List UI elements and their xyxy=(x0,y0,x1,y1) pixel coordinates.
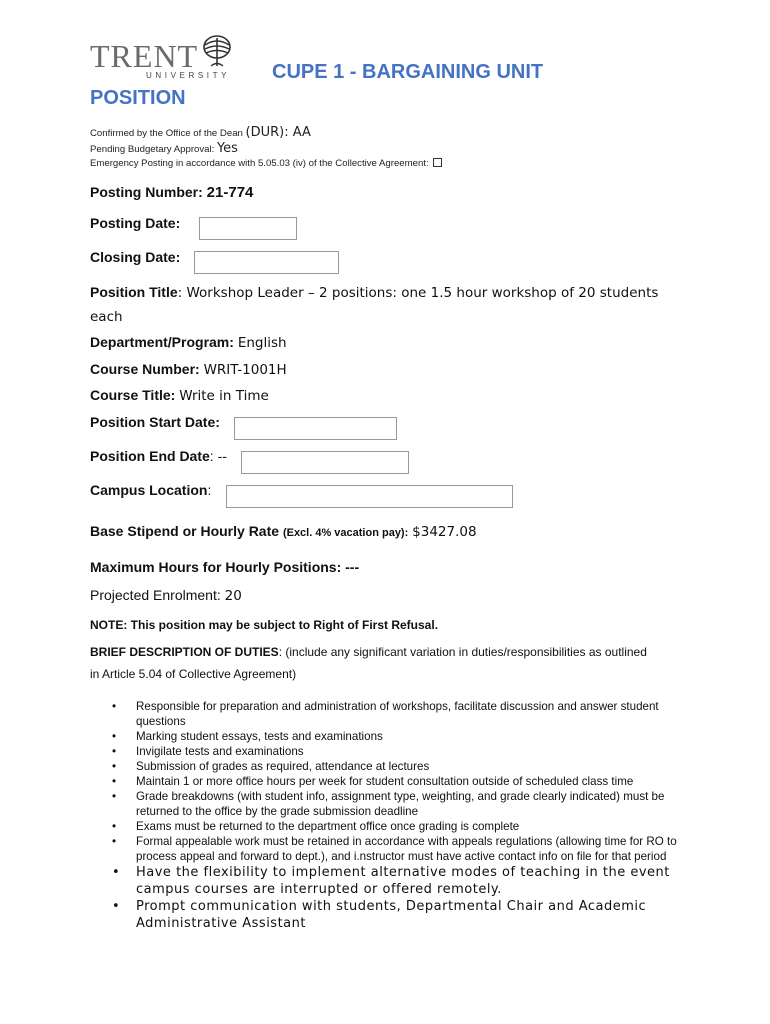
confirmed-value: (DUR): AA xyxy=(245,125,311,140)
max-hours-row xyxy=(90,559,359,575)
end-date-label: Position End Date xyxy=(90,448,210,464)
confirmed-label: Confirmed by the Office of the Dean xyxy=(90,128,243,139)
course-title-row xyxy=(90,387,269,404)
course-title-label: Course Title: xyxy=(90,387,176,403)
duty-item: • Grade breakdowns (with student info, assignment type, weighting, and grade clearly indicated) must be returned to the office by the grade submission deadline xyxy=(112,790,665,818)
closing-date-label: Closing Date: xyxy=(90,249,181,265)
campus-label: Campus Location xyxy=(90,482,208,498)
duty-item: • Invigilate tests and examinations xyxy=(112,745,304,758)
closing-date-field[interactable] xyxy=(194,251,339,274)
bullet-icon: • xyxy=(112,760,117,773)
duty-item: • Formal appealable work must be retained in accordance with appeals regulations (allowing time for RO to process appeal and forward to dept.), and i.nstructor must have active contact info on file for that period xyxy=(112,835,677,863)
emergency-label: Emergency Posting in accordance with 5.05.03 (iv) of the Collective Agreement: xyxy=(90,158,429,169)
trent-university-logo xyxy=(90,34,240,84)
course-number-label: Course Number: xyxy=(90,361,200,377)
bullet-icon: • xyxy=(112,835,117,848)
posting-date-label: Posting Date: xyxy=(90,215,181,231)
document-title-line1: CUPE 1 - BARGAINING UNIT xyxy=(272,61,544,83)
tree-crest-icon xyxy=(202,34,232,68)
pending-label: Pending Budgetary Approval: xyxy=(90,144,215,155)
start-date-field[interactable] xyxy=(234,417,397,440)
brief-description-line-2 xyxy=(90,667,296,681)
max-hours-label: Maximum Hours for Hourly Positions: xyxy=(90,559,342,575)
posting-date-row xyxy=(90,215,180,231)
pending-line xyxy=(90,141,238,156)
position-title-value-2: each xyxy=(90,309,123,325)
duty-item: • Prompt communication with students, Departmental Chair and Academic Administrative Assistant xyxy=(112,899,647,931)
brief-description-text: : (include any significant variation in duties/responsibilities as outlined xyxy=(278,645,647,659)
bullet-icon: • xyxy=(112,790,117,803)
duty-item: • Submission of grades as required, attendance at lectures xyxy=(112,760,430,773)
bullet-icon: • xyxy=(112,700,117,713)
course-number-value: WRIT-1001H xyxy=(203,362,287,378)
enrolment-row xyxy=(90,587,242,604)
duty-item: • Maintain 1 or more office hours per week for student consultation outside of scheduled class time xyxy=(112,775,634,788)
enrolment-value: 20 xyxy=(224,588,242,604)
bullet-icon: • xyxy=(112,745,117,758)
duty-item: • Marking student essays, tests and examinations xyxy=(112,730,383,743)
start-date-row xyxy=(90,414,220,430)
stipend-value: $3427.08 xyxy=(412,524,477,540)
stipend-label: Base Stipend or Hourly Rate xyxy=(90,523,280,539)
duty-item: • Exams must be returned to the department office once grading is complete xyxy=(112,820,520,833)
brief-description-label: BRIEF DESCRIPTION OF DUTIES xyxy=(90,645,279,659)
campus-field[interactable] xyxy=(226,485,513,508)
bullet-icon: • xyxy=(112,865,121,880)
posting-date-field[interactable] xyxy=(199,217,297,240)
emergency-line xyxy=(90,158,442,169)
course-number-row xyxy=(90,361,287,378)
posting-number-value: 21-774 xyxy=(206,184,254,201)
start-date-label: Position Start Date: xyxy=(90,414,220,430)
logo-wordmark: TRENT xyxy=(90,38,199,74)
position-title-row-2 xyxy=(90,308,123,325)
end-date-value: : -- xyxy=(209,448,227,464)
stipend-row xyxy=(90,523,477,540)
department-label: Department/Program: xyxy=(90,334,234,350)
department-row xyxy=(90,334,287,351)
duty-item: • Have the flexibility to implement alternative modes of teaching in the event campus courses are interrupted or offered remotely. xyxy=(112,865,670,897)
logo-subtitle: UNIVERSITY xyxy=(146,71,231,80)
stipend-note: (Excl. 4% vacation pay): xyxy=(282,527,409,539)
end-date-field[interactable] xyxy=(241,451,409,474)
posting-number-row xyxy=(90,184,253,201)
campus-value: : xyxy=(207,482,212,498)
enrolment-label: Projected Enrolment: xyxy=(90,587,221,603)
brief-description-line xyxy=(90,645,647,659)
position-title-label: Position Title xyxy=(90,284,178,300)
course-title-value: Write in Time xyxy=(179,388,269,404)
emergency-checkbox[interactable] xyxy=(433,158,442,167)
pending-value: Yes xyxy=(216,141,238,156)
posting-number-label: Posting Number: xyxy=(90,184,203,200)
bullet-icon: • xyxy=(112,730,117,743)
closing-date-row xyxy=(90,249,180,265)
position-title-row xyxy=(90,284,658,301)
duties-list xyxy=(90,699,690,932)
bullet-icon: • xyxy=(112,775,117,788)
confirmed-line xyxy=(90,125,311,140)
bullet-icon: • xyxy=(112,899,121,914)
department-value: English xyxy=(237,335,287,351)
max-hours-value: --- xyxy=(345,559,360,575)
document-title-line2: POSITION xyxy=(90,87,186,109)
duty-item: • Responsible for preparation and administration of workshops, facilitate discussion and answer student questions xyxy=(112,700,659,728)
bullet-icon: • xyxy=(112,820,117,833)
campus-row xyxy=(90,482,211,498)
end-date-row xyxy=(90,448,227,464)
brief-description-text-2: in Article 5.04 of Collective Agreement) xyxy=(90,667,297,681)
position-title-value: : Workshop Leader – 2 positions: one 1.5 hour workshop of 20 students xyxy=(177,285,659,301)
rofr-note: NOTE: This position may be subject to Right of First Refusal. xyxy=(90,618,439,632)
